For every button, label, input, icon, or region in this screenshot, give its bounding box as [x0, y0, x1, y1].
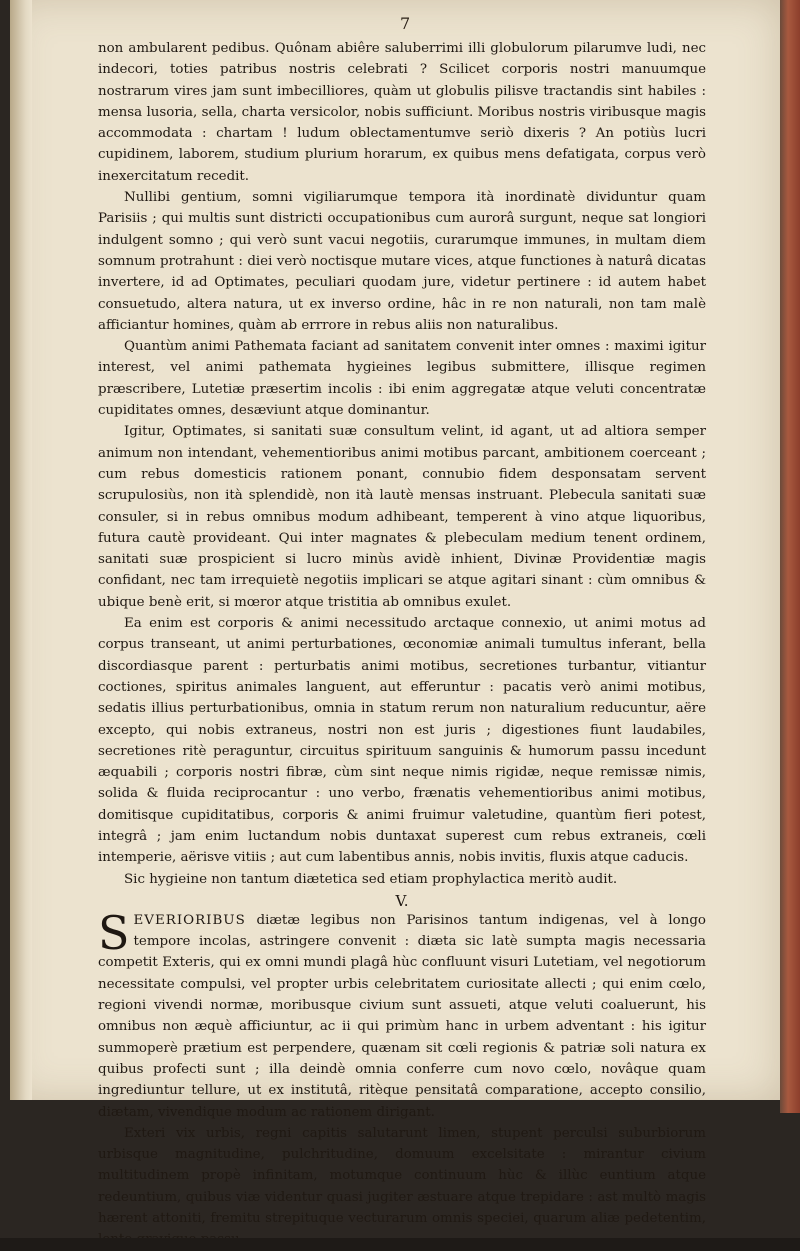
paragraph-4: Igitur, Optimates, si sanitati suæ consultum velint, id agant, ut ad altiora semper animum non intendant, vehementioribus animi motibus parcant, ambitionem coerceant ; cum rebus domesticis rationem ponant, connubio fidem desponsatam servent scrupulosiùs, non ità splendidè, non ità lautè mensas instruant. Plebecula sanitati suæ consuler, si in rebus omnibus modum adhibeant, temperent à vino atque liquoribus, futura cautè provideant. Qui inter magnates & plebeculam medium tenent ordinem, sanitati suæ prospicient si lucro minùs avidè inhient, Divinæ Providentiæ magis confidant, nec tam irrequietè negotiis implicari se atque agitari sinant : cùm omnibus & ubique benè erit, si mœror atque tristitia ab omnibus exulet.	[98, 424, 706, 610]
paragraph-2: Nullibi gentium, somni vigiliarumque tempora ità inordinatè dividuntur quam Parisiis ; qui multis sunt districti occupationibus cum aurorâ surgunt, neque sat longiori indulgent somno ; qui verò sunt vacui negotiis, curarumque immunes, in multam diem somnum protrahunt : diei verò noctisque mutare vices, atque functiones à naturâ dicatas invertere, id ad Optimates, peculiari quodam jure, videtur pertinere : id autem habet consuetudo, altera natura, ut ex inverso ordine, hâc in re non naturali, non tam malè afficiantur homines, quàm ab errrore in rebus aliis non naturalibus.	[98, 190, 706, 333]
paragraph-1: non ambularent pedibus. Quônam abiêre saluberrimi illi globulorum pilarumve ludi, nec indecori, toties patribus nostris celebrati ? Scilicet corporis nostri manuumque nostrarum vires jam sunt imbecilliores, quàm ut globulis pilisve tractandis sint habiles : mensa lusoria, sella, charta versicolor, nobis sufficiunt. Moribus nostris viribusque magis accommodata : chartam ! ludum oblectamentumve seriò dixeris ? An potiùs lucri cupidinem, laborem, studium plurium horarum, ex quibus mens defatigata, corpus verò inexercitatum recedit.	[98, 41, 706, 184]
section-heading: V.	[395, 891, 409, 910]
book-cover-edge	[780, 0, 800, 1113]
paragraph-8: Exteri vix urbis, regni capitis salutarunt limen, stupent perculsi suburbiorum urbisque magnitudine, pulchritudine, domuum excelsitate : mirantur civium multitudinem propè infinitam, motumque continuum hùc & illùc euntium atque redeuntium, quibus viæ videntur quasi jugiter æstuare atque trepidare : ast multò magis hærent attoniti, fremitu strepituque vecturarum omnis speciei, quarum aliæ pedetentim,	[98, 1125, 706, 1227]
paragraph-3: Quantùm animi Pathemata faciant ad sanitatem convenit inter omnes : maximi igitur interest, vel animi pathemata hygieines legibus submittere, illisque regimen præscribere, Lutetiæ præsertim incolis : ibi enim aggregatæ atque veluti concentratæ cupiditates omnes, desæviunt atque dominantur.	[98, 339, 706, 419]
paragraph-6: Sic hygieine non tantum diætetica sed etiam prophylactica meritò audit.	[124, 871, 618, 887]
book-page	[10, 0, 780, 1227]
paragraph-7-text: diætæ legibus non Parisinos tantum indigenas, vel à longo tempore incolas, astringere convenit : diæta sic latè sumpta magis necessaria competit Exteris, qui ex omni mundi plagâ hùc confluunt visuri Lutetiam, vel negotiorum necessitate compulsi, vel propter urbis celebritatem curiositate allecti ; qui enim cœlo, regioni vivendi normæ, moribusque civium sunt assueti, atque veluti coaluerunt, his omnibus non æquè afficiuntur, ac ii qui primùm hanc in urbem adventant : his igitur summoperè prætium est perpendere, quænam sit cœli regionis & patriæ soli natura ex quibus profecti sunt ; illa deindè omnia conferre cum novo cœlo, novâque quam ingrediuntur tellure, ut ex institutâ, ritèque pensitatâ comparatione, accepto consilio, diætam, vivendique modum ac rationem dirigant.	[98, 912, 706, 1120]
drop-cap: S	[98, 905, 130, 960]
page-number: 7	[400, 14, 411, 33]
lead-caps: EVERIORIBUS	[133, 912, 246, 928]
body-text	[98, 38, 706, 1251]
page-gutter	[10, 0, 32, 1100]
paragraph-5: Ea enim est corporis & animi necessitudo arctaque connexio, ut animi motus ad corpus transeant, ut animi perturbationes, œconomiæ animali tumultus inferant, bella discordiasque parent : perturbatis animi motibus, secretiones turbantur, vitiantur coctiones, spiritus animales languent, aut efferuntur : pacatis verò animi motibus, sedatis illius perturbationibus, omnia in statum rerum non naturalium reducuntur, aëre excepto, qui nobis extraneus, nostri non est juris ; digestiones fiunt laudabiles, secretiones ritè peraguntur, circuitus spirituum sanguinis & humorum passu incedunt æquabili ; corporis nostri fibræ, cùm sint neque nimis rigidæ, neque remissæ nimis, solida & fluida reciprocantur : uno verbo, frænatis vehementioribus animi motibus, domitisque cupiditatibus, corporis & animi fruimur valetudine, quantùm fieri potest, integrâ ; jam enim luctandum nobis duntaxat superest cum rebus extraneis, cœli intemperie, aërisve vitiis ; aut cum labentibus annis, nobis invitis, fluxis atque caducis.	[98, 616, 706, 866]
paragraph-7	[98, 905, 706, 1123]
scan-bottom-border	[0, 1238, 800, 1251]
